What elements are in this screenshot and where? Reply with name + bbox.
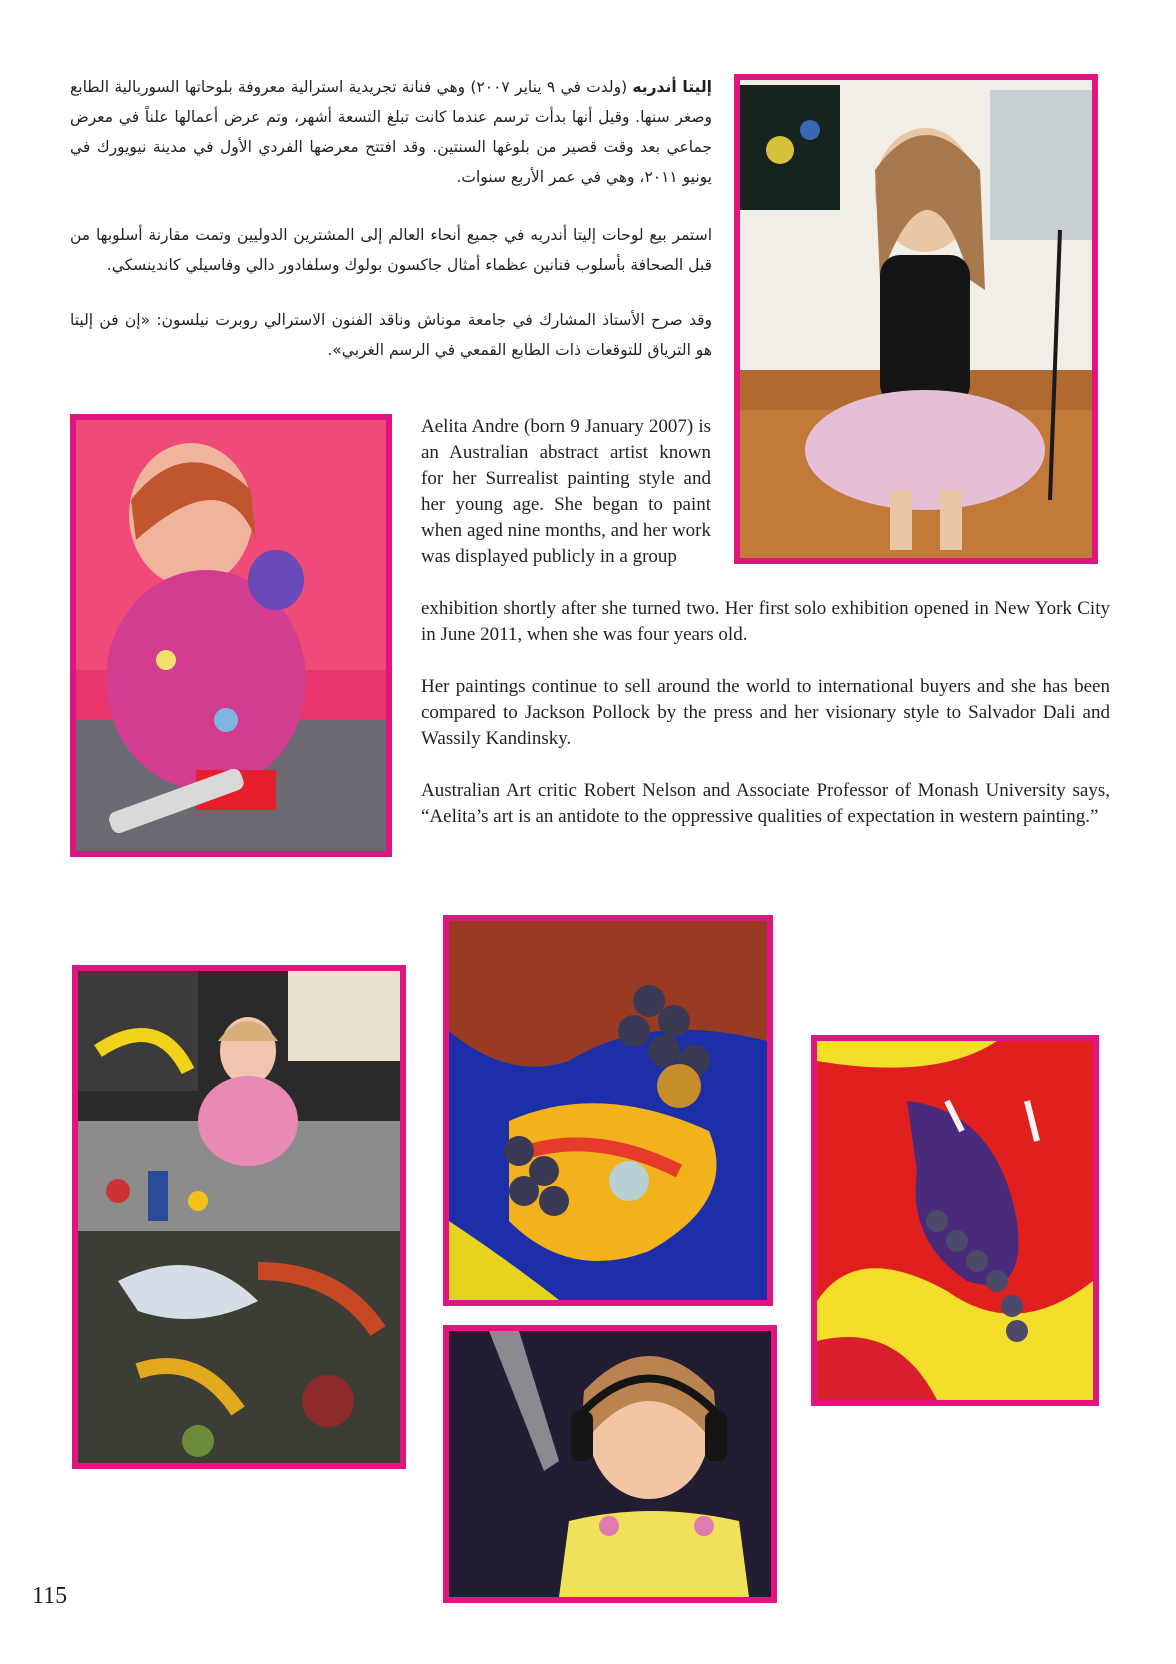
photo-toddler-painting (70, 414, 392, 857)
arabic-artist-name: إليتا أندريه (632, 78, 712, 96)
english-paragraph-3: Australian Art critic Robert Nelson and Associate Professor of Monash University says, “Aelita’s art is an antidote to the oppressive qualities of expectation in western painting.” (421, 780, 1110, 827)
english-paragraph-1-column: Aelita Andre (born 9 January 2007) is an Australian abstract artist known for her Surrealist painting style and her young age. She began to paint when aged nine months, and her work was displayed publicly in a group (421, 416, 711, 567)
photo-girl-painting-floor (72, 965, 406, 1469)
arabic-paragraph-1-text: (ولدت في ٩ يناير ٢٠٠٧) وهي فنانة تجريدية استرالية معروفة بلوحاتها السوريالية الطابع وصغر سنها. وقيل أنها بدأت ترسم عندما كانت تبلغ التسعة أشهر، وتم عرض أعمالها علناً في معرض جماعي بعد وقت قصير من بلوغها السنتين. وقد افتتح معرضها الفردي الأول في مدينة نيويورك في يونيو ٢٠١١، وهي في عمر الأربع سنوات. (70, 78, 712, 186)
photo-girl-headphones (443, 1325, 777, 1603)
english-paragraph-2: Her paintings continue to sell around the world to international buyers and she has been compared to Jackson Pollock by the press and her visionary style to Salvador Dali and Wassily Kandinsky. (421, 676, 1110, 749)
photo-painting-red-purple (811, 1035, 1099, 1406)
page-number: 115 (32, 1583, 68, 1609)
arabic-paragraph-3: وقد صرح الأستاذ المشارك في جامعة موناش وناقد الفنون الاسترالي روبرت نيلسون: «إن فن إليتا هو الترياق للتوقعات ذات الطابع القمعي في الرسم الغربي». (70, 311, 712, 359)
photo-painting-blueberries (443, 915, 773, 1306)
arabic-paragraph-1 (70, 72, 712, 192)
arabic-paragraph-2: استمر بيع لوحات إليتا أندريه في جميع أنحاء العالم إلى المشترين الدوليين وتمت مقارنة أسلوبها من قبل الصحافة بأسلوب فنانين عظماء أمثال جاكسون بولوك وسلفادور دالي وفاسيلي كاندينسكي. (70, 226, 712, 274)
english-paragraph-1-wide: exhibition shortly after she turned two. Her first solo exhibition opened in New York City in June 2011, when she was four years old. (421, 598, 1110, 645)
photo-girl-in-gallery (734, 74, 1098, 564)
